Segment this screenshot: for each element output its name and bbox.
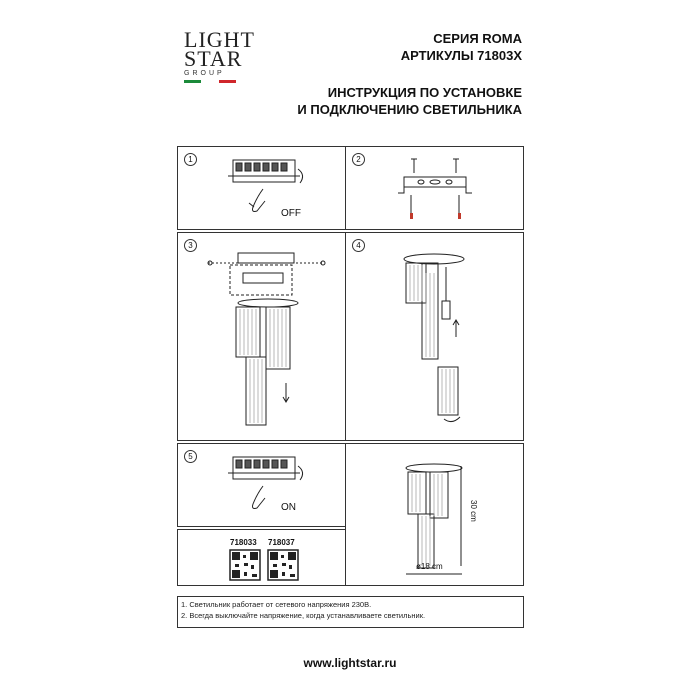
step-2-panel: [345, 146, 524, 230]
article-718037: 718037: [268, 538, 295, 547]
step-1-number: 1: [184, 153, 197, 166]
step-3-panel: [177, 232, 346, 441]
step-5-number: 5: [184, 450, 197, 463]
dimensions-panel: [345, 443, 524, 586]
terminal-block-off-illustration: [178, 147, 345, 229]
website-link[interactable]: www.lightstar.ru: [303, 656, 397, 670]
logo-line-3: GROUP: [184, 70, 225, 77]
instruction-title: [297, 84, 522, 118]
step-4-number: 4: [352, 239, 365, 252]
qr-code-icon: [230, 550, 260, 580]
note-2: 2. Всегда выключайте напряжение, когда устанавливаете светильник.: [181, 611, 426, 620]
italian-flag-icon: [184, 80, 236, 83]
step-1-off-label: OFF: [281, 208, 301, 219]
articles-panel: [177, 529, 346, 586]
step-2-number: 2: [352, 153, 365, 166]
series-name: СЕРИЯ ROMA: [433, 31, 522, 46]
note-1: 1. Светильник работает от сетевого напряжения 230В.: [181, 600, 372, 609]
qr-codes: [178, 530, 345, 585]
shade-install-illustration: [346, 233, 523, 440]
diameter-dimension: ø18 cm: [416, 562, 443, 571]
logo-line-2: STAR: [184, 46, 243, 71]
canopy-attach-illustration: [178, 233, 345, 440]
article-numbers: АРТИКУЛЫ 71803X: [400, 48, 522, 63]
step-1-panel: [177, 146, 346, 230]
mounting-bracket-illustration: [346, 147, 523, 229]
logo-line-1: LIGHT: [184, 27, 255, 52]
qr-code-icon: [268, 550, 298, 580]
step-5-panel: [177, 443, 346, 527]
notes-text: [181, 599, 425, 621]
step-3-number: 3: [184, 239, 197, 252]
step-4-panel: [345, 232, 524, 441]
step-5-on-label: ON: [281, 502, 296, 513]
terminal-block-on-illustration: [178, 444, 345, 526]
height-dimension: 30 cm: [469, 500, 478, 522]
brand-logo: [184, 27, 255, 83]
series-header: [401, 30, 522, 64]
title-line-1: ИНСТРУКЦИЯ ПО УСТАНОВКЕ: [327, 85, 522, 100]
title-line-2: И ПОДКЛЮЧЕНИЮ СВЕТИЛЬНИКА: [297, 102, 522, 117]
article-718033: 718033: [230, 538, 257, 547]
